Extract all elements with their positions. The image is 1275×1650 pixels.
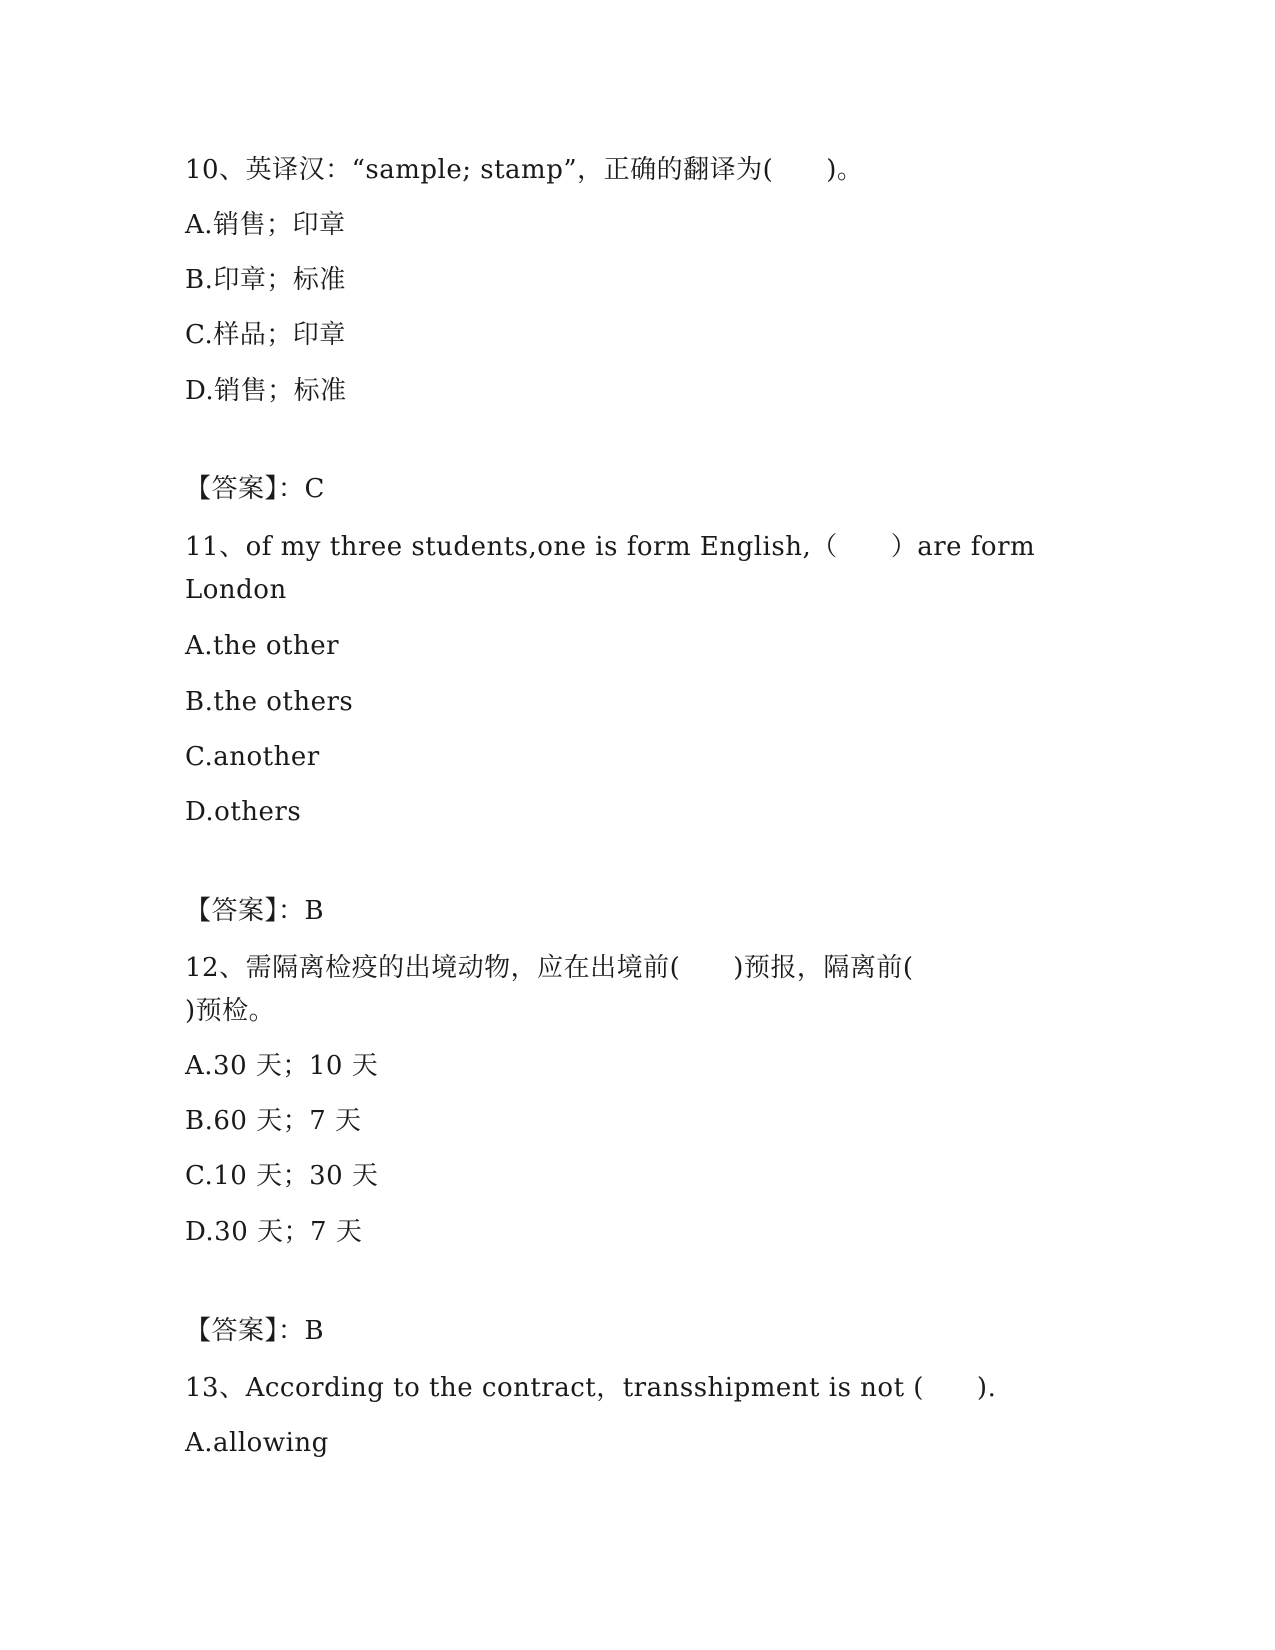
question-10-answer: 【答案】：C [185,474,325,504]
question-13-stem: 13、According to the contract，transshipment is not ( ). [185,1373,997,1403]
question-12-option-d: D.30 天；7 天 [185,1217,363,1247]
question-11-option-d: D.others [185,797,302,827]
question-12-option-a: A.30 天；10 天 [185,1051,379,1081]
question-12-option-b: B.60 天；7 天 [185,1106,362,1136]
question-11-option-a: A.the other [185,631,340,661]
question-11-stem-line1: 11、of my three students,one is form English,（ ）are form [185,532,1036,562]
question-10-option-c: C.样品；印章 [185,320,346,350]
question-12-answer: 【答案】：B [185,1316,325,1346]
question-10-option-b: B.印章；标准 [185,265,346,295]
question-11-option-b: B.the others [185,687,354,717]
question-11-option-c: C.another [185,742,320,772]
question-11-stem-line2: London [185,575,287,605]
question-10-option-a: A.销售；印章 [185,210,346,240]
question-11-answer: 【答案】：B [185,896,325,926]
question-12-stem-line1: 12、需隔离检疫的出境动物，应在出境前( )预报，隔离前( [185,953,914,983]
question-10-option-d: D.销售；标准 [185,376,347,406]
question-10-stem: 10、英译汉：“sample; stamp”，正确的翻译为( )。 [185,155,864,185]
question-12-stem-line2: )预检。 [185,996,276,1026]
question-13-option-a: A.allowing [185,1428,329,1458]
question-12-option-c: C.10 天；30 天 [185,1161,379,1191]
